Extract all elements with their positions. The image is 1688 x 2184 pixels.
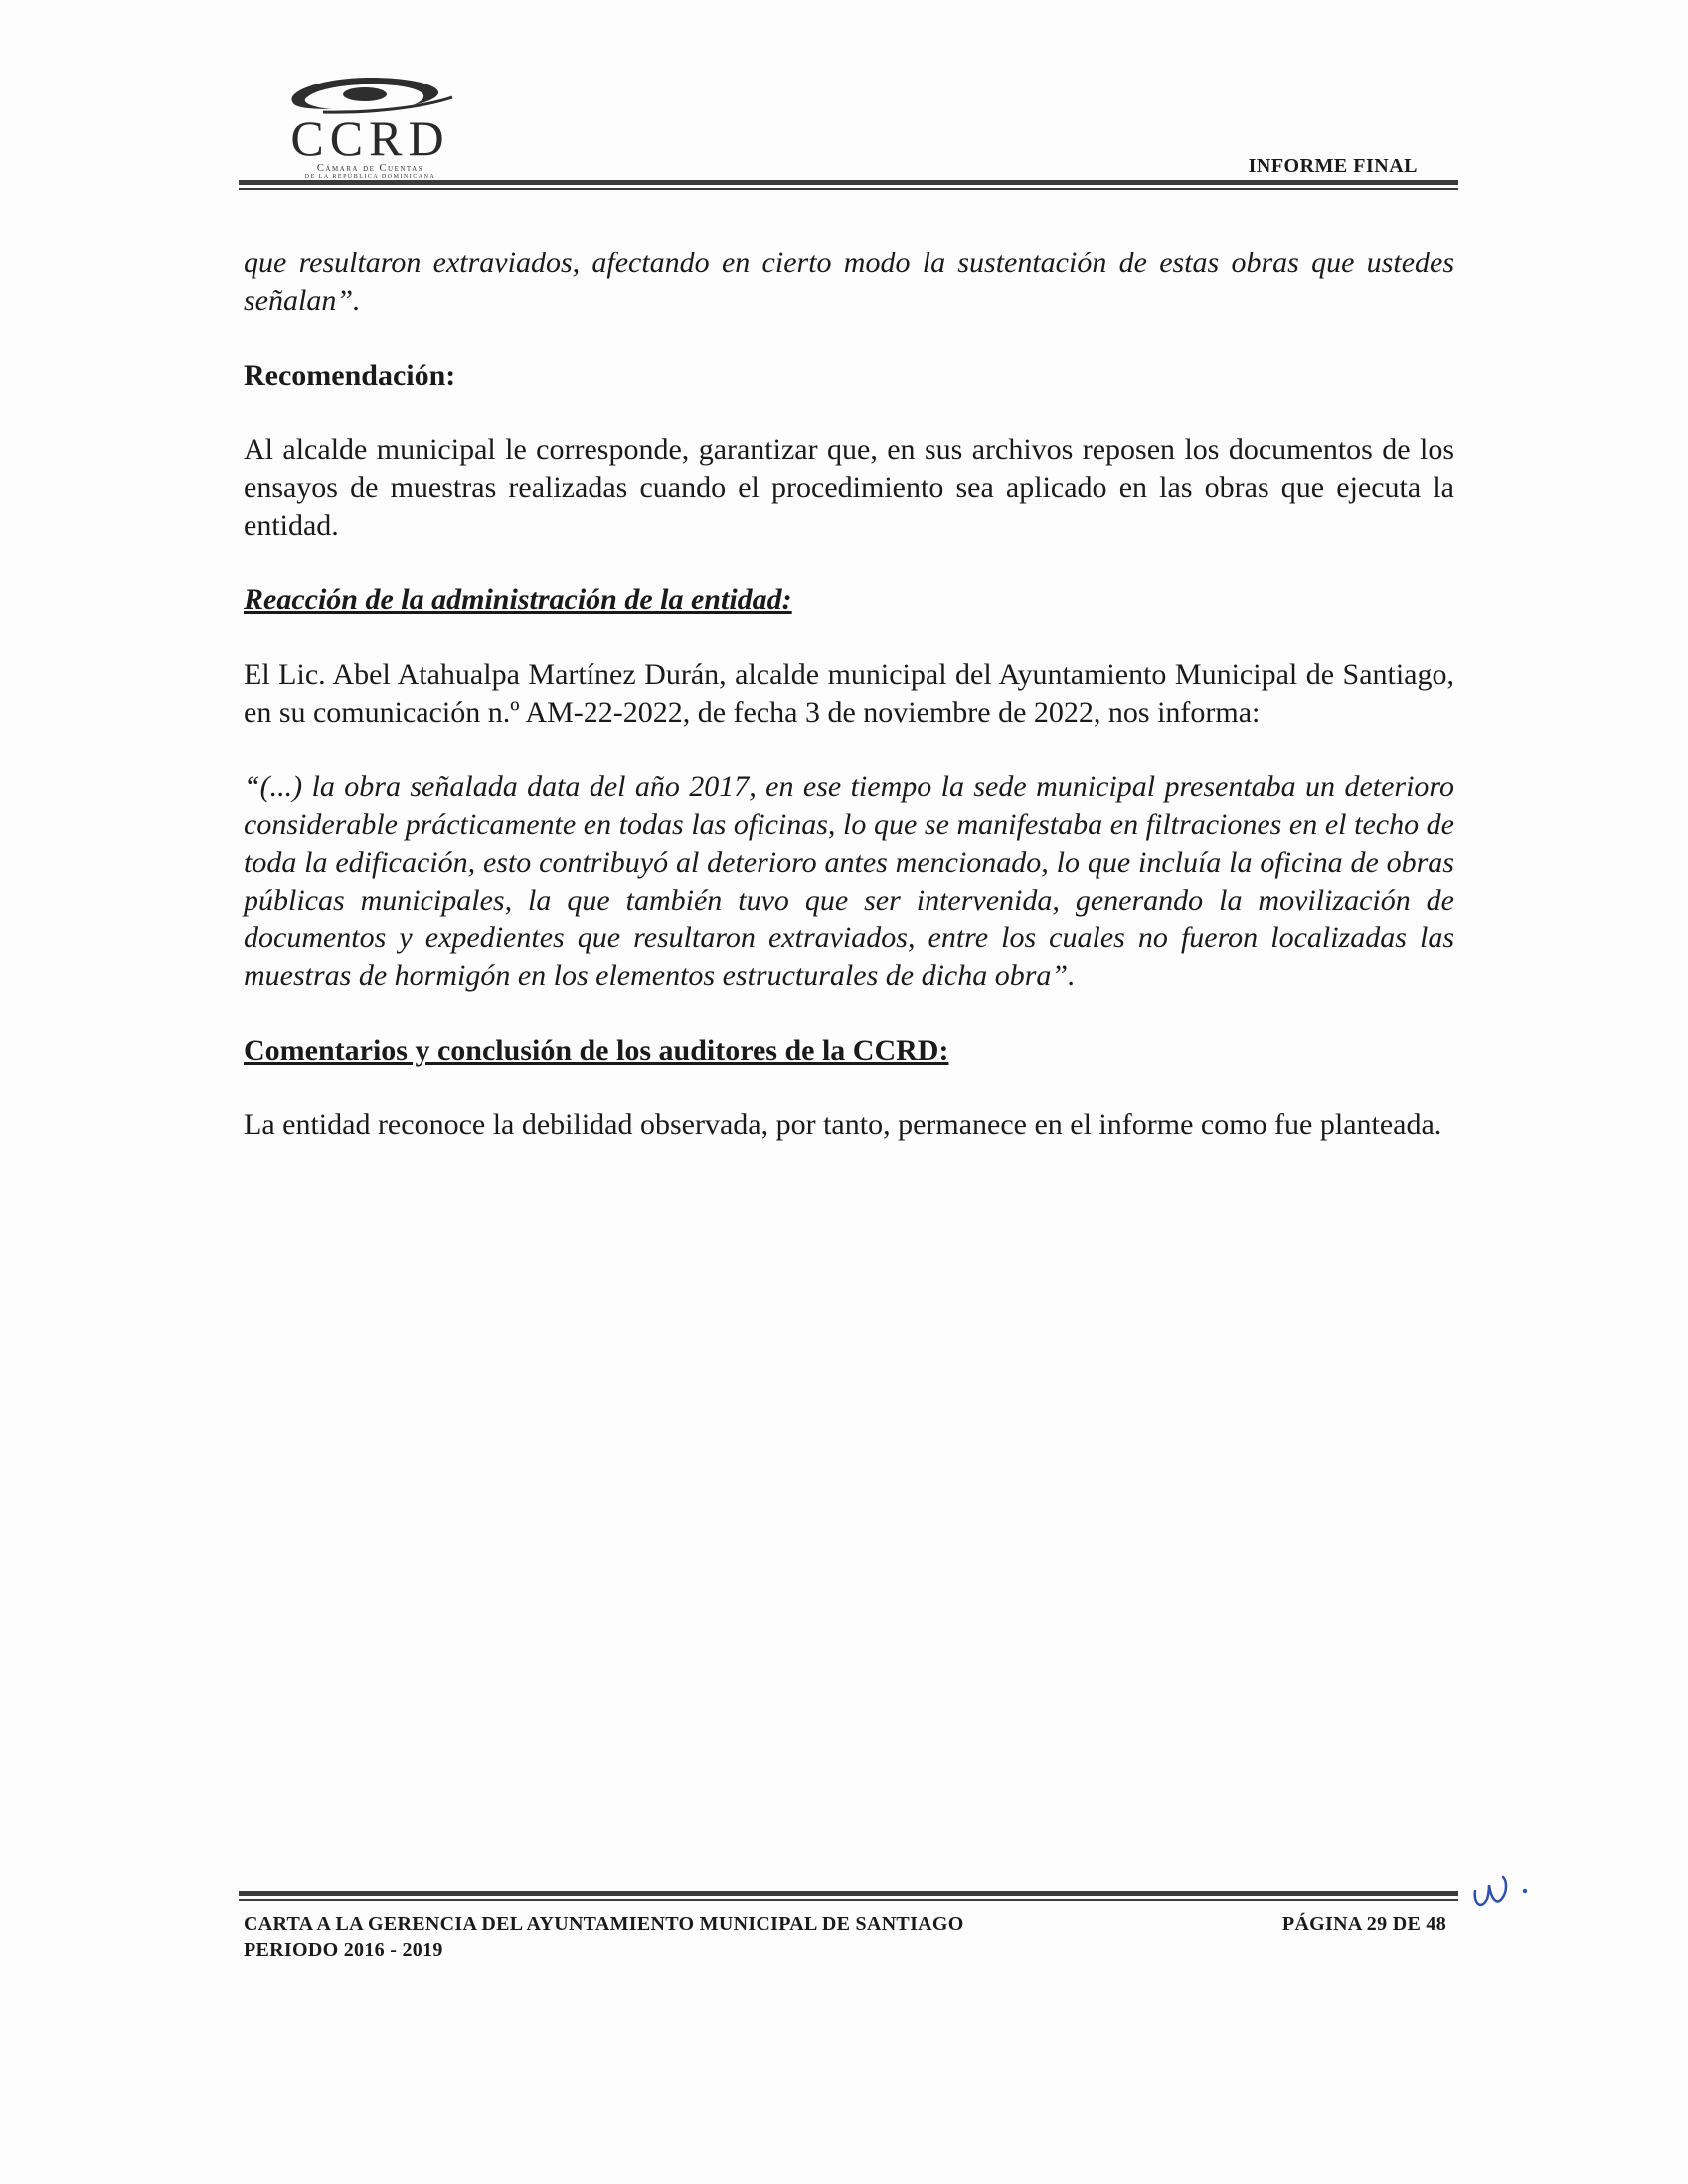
footer-rule [239,1891,1458,1896]
footer-rule-thin [239,1899,1458,1901]
header-label: INFORME FINAL [1248,155,1418,177]
header-rule [239,180,1458,185]
logo-wordmark: CCRD [290,110,450,166]
handwritten-initials-icon [1469,1869,1539,1919]
logo-subtitle-small: DE LA REPÚBLICA DOMINICANA [304,174,436,180]
paragraph-reaccion-lead: El Lic. Abel Atahualpa Martínez Durán, [244,658,727,691]
footer-period: PERIODO 2016 - 2019 [244,1939,443,1961]
document-body [244,245,1454,1144]
logo-subtitle: Cámara de Cuentas [316,163,424,174]
header-rule-thin [239,188,1458,190]
heading-reaccion: Reacción de la administración de la entidad: [244,584,792,616]
paragraph-conclusion: La entidad reconoce la debilidad observada, por tanto, permanece en el informe como fue planteada. [244,1108,1442,1141]
footer-left [244,1911,964,1964]
heading-recomendacion: Recomendación: [244,359,456,392]
footer-title: CARTA A LA GERENCIA DEL AYUNTAMIENTO MUNICIPAL DE SANTIAGO [244,1913,964,1934]
heading-comentarios: Comentarios y conclusión de los auditores de la CCRD: [244,1034,949,1067]
footer-page-number: PÁGINA 29 DE 48 [1281,1913,1446,1934]
ccrd-logo [253,70,487,180]
paragraph-continuation: que resultaron extraviados, afectando en cierto modo la sustentación de estas obras que ustedes señalan”. [244,247,1454,317]
paragraph-reaccion-rest: alcalde municipal del Ayuntamiento Municipal de Santiago, en su comunicación n.º AM-22-2022, de fecha 3 de noviembre de 2022, nos informa: [244,658,1455,729]
paragraph-reaccion [244,656,1454,732]
quote-administracion: “(...) la obra señalada data del año 2017, en ese tiempo la sede municipal presentaba un deterioro considerable prácticamente en todas las oficinas, lo que se manifestaba en filtraciones en el techo de toda la edificación, esto contribuyó al deterioro antes mencionado, lo que incluía la oficina de obras públicas municipales, la que también tuvo que ser intervenida, generando la movilización de documentos y expedientes que resultaron extraviados, entre los cuales no fueron localizadas las muestras de hormigón en los elementos estructurales de dicha obra”. [244,770,1454,992]
paragraph-recomendacion: Al alcalde municipal le corresponde, garantizar que, en sus archivos reposen los documentos de los ensayos de muestras realizadas cuando el procedimiento sea aplicado en las obras que ejecuta la entidad. [244,433,1454,542]
